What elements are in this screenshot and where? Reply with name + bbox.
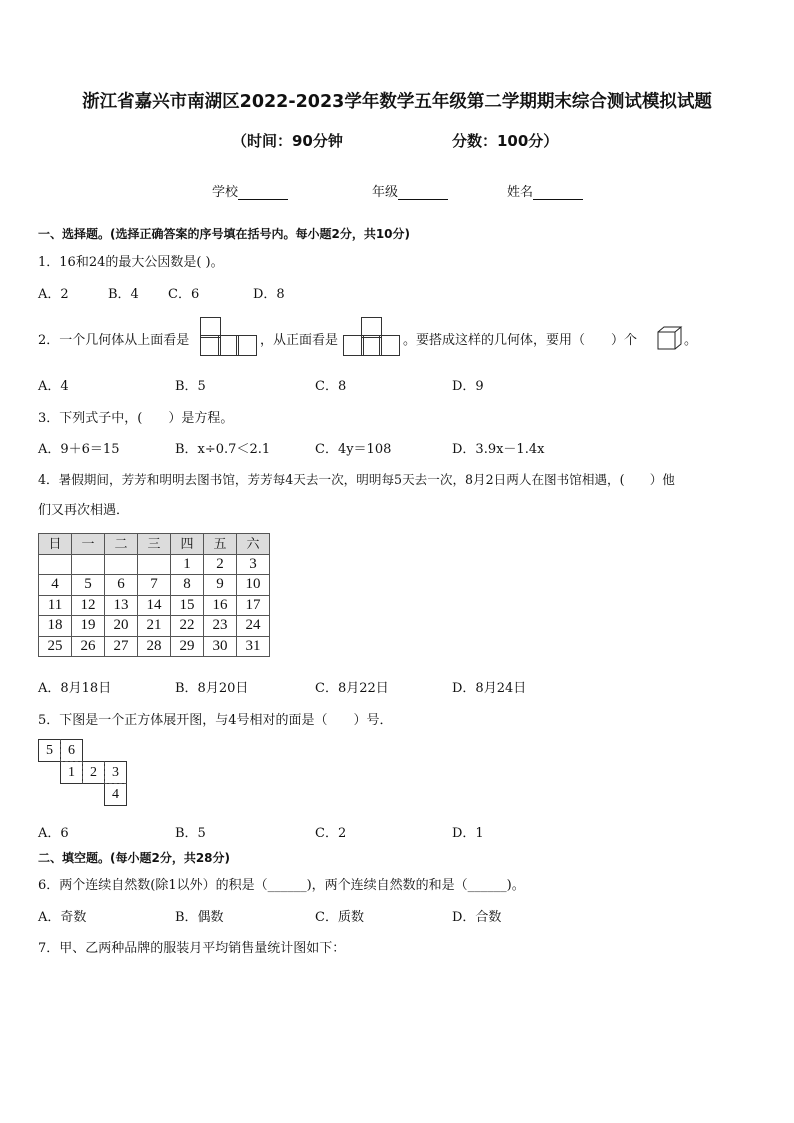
calendar-day: 6 [105, 575, 138, 596]
calendar-day: 12 [72, 595, 105, 616]
question-2-part2: ，从正面看是 [260, 333, 339, 348]
q5-option-d: D．1 [452, 826, 484, 841]
section-1-heading: 一、选择题。(选择正确答案的序号填在括号内。每小题2分，共10分) [38, 227, 411, 241]
calendar-day: 28 [138, 636, 171, 657]
calendar-day [72, 554, 105, 575]
calendar-week [39, 636, 270, 657]
q4-option-a: A．8月18日 [38, 681, 112, 696]
calendar-day: 3 [237, 554, 270, 575]
question-6: 6．两个连续自然数(除1以外）的积是（______)，两个连续自然数的和是（______)。 [38, 878, 525, 893]
question-1: 1．16和24的最大公因数是( )。 [38, 255, 224, 270]
calendar-day: 2 [204, 554, 237, 575]
calendar-day: 17 [237, 595, 270, 616]
school-field [212, 181, 288, 200]
calendar-day: 7 [138, 575, 171, 596]
cube-icon [657, 326, 683, 350]
question-2-part1: 2．一个几何体从上面看是 [38, 333, 190, 348]
front-view-figure [343, 317, 403, 355]
calendar-day [138, 554, 171, 575]
calendar-day [105, 554, 138, 575]
calendar-day: 23 [204, 616, 237, 637]
question-2-part3: 。要搭成这样的几何体，要用（ ）个 [403, 333, 638, 348]
calendar-header-cell: 日 [39, 534, 72, 555]
calendar-header-cell: 六 [237, 534, 270, 555]
top-view-cell [236, 335, 257, 356]
calendar-day: 21 [138, 616, 171, 637]
calendar-day: 9 [204, 575, 237, 596]
q1-option-a: A．2 [38, 287, 69, 302]
question-4-line1: 4．暑假期间，芳芳和明明去图书馆，芳芳每4天去一次，明明每5天去一次，8月2日两人在图书馆相遇，( ）他 [38, 472, 675, 487]
calendar-day [39, 554, 72, 575]
q3-option-b: B．x÷0.7＜2.1 [175, 442, 271, 457]
calendar-header-cell: 五 [204, 534, 237, 555]
q2-option-a: A．4 [38, 379, 69, 394]
q5-option-b: B．5 [175, 826, 206, 841]
q3-option-d: D．3.9x－1.4x [452, 442, 545, 457]
net-face: 5 [38, 739, 61, 762]
question-3: 3．下列式子中，( ）是方程。 [38, 411, 234, 426]
q5-option-c: C．2 [315, 826, 347, 841]
q6-option-a: A．奇数 [38, 910, 87, 925]
school-blank [238, 185, 288, 200]
name-field [507, 181, 583, 200]
calendar-day: 31 [237, 636, 270, 657]
calendar-header-cell: 四 [171, 534, 204, 555]
grade-field [372, 181, 448, 200]
q3-option-a: A．9＋6＝15 [38, 442, 120, 457]
q1-option-c: C．6 [168, 287, 200, 302]
calendar-day: 24 [237, 616, 270, 637]
q1-option-d: D．8 [253, 287, 285, 302]
calendar-day: 10 [237, 575, 270, 596]
section-2-heading: 二、填空题。(每小题2分，共28分) [38, 851, 231, 865]
net-face: 2 [82, 761, 105, 784]
q2-option-c: C．8 [315, 379, 347, 394]
question-2-part4: 。 [684, 333, 698, 348]
calendar-day: 25 [39, 636, 72, 657]
calendar-day: 29 [171, 636, 204, 657]
q6-option-d: D．合数 [452, 910, 502, 925]
cube-net-figure [38, 739, 133, 809]
q6-option-c: C．质数 [315, 910, 364, 925]
calendar-week [39, 616, 270, 637]
score-label: 分数：100分） [452, 132, 559, 150]
calendar-day: 13 [105, 595, 138, 616]
question-7: 7．甲、乙两种品牌的服装月平均销售量统计图如下： [38, 941, 346, 956]
calendar-day: 4 [39, 575, 72, 596]
q3-option-c: C．4y＝108 [315, 442, 392, 457]
q4-option-d: D．8月24日 [452, 681, 527, 696]
calendar-day: 11 [39, 595, 72, 616]
q6-option-b: B．偶数 [175, 910, 224, 925]
question-5: 5．下图是一个正方体展开图，与4号相对的面是（ ）号． [38, 713, 393, 728]
calendar-day: 19 [72, 616, 105, 637]
net-face: 4 [104, 783, 127, 806]
q1-option-b: B．4 [108, 287, 139, 302]
calendar-day: 30 [204, 636, 237, 657]
calendar-day: 18 [39, 616, 72, 637]
calendar-header-cell: 一 [72, 534, 105, 555]
calendar-day: 20 [105, 616, 138, 637]
name-blank [533, 185, 583, 200]
net-face: 3 [104, 761, 127, 784]
calendar-header-cell: 三 [138, 534, 171, 555]
calendar-day: 1 [171, 554, 204, 575]
calendar-day: 27 [105, 636, 138, 657]
time-label: （时间：90分钟 [232, 132, 343, 150]
calendar-day: 14 [138, 595, 171, 616]
q4-option-b: B．8月20日 [175, 681, 249, 696]
calendar-day: 15 [171, 595, 204, 616]
calendar-day: 5 [72, 575, 105, 596]
school-label: 学校 [212, 185, 239, 200]
calendar-day: 8 [171, 575, 204, 596]
calendar-day: 22 [171, 616, 204, 637]
q2-option-b: B．5 [175, 379, 206, 394]
calendar-week [39, 595, 270, 616]
question-4-line2: 们又再次相遇． [38, 503, 130, 518]
top-view-figure [200, 317, 260, 355]
q2-option-d: D．9 [452, 379, 484, 394]
calendar-week [39, 554, 270, 575]
calendar-week [39, 575, 270, 596]
net-face: 1 [60, 761, 83, 784]
calendar-day: 16 [204, 595, 237, 616]
name-label: 姓名 [507, 185, 534, 200]
grade-blank [398, 185, 448, 200]
front-view-cell [379, 335, 400, 356]
calendar-day: 26 [72, 636, 105, 657]
q4-option-c: C．8月22日 [315, 681, 389, 696]
august-calendar [38, 533, 270, 657]
q5-option-a: A．6 [38, 826, 69, 841]
net-face: 6 [60, 739, 83, 762]
grade-label: 年级 [372, 185, 399, 200]
calendar-header-cell: 二 [105, 534, 138, 555]
page-title: 浙江省嘉兴市南湖区2022-2023学年数学五年级第二学期期末综合测试模拟试题 [82, 92, 712, 112]
